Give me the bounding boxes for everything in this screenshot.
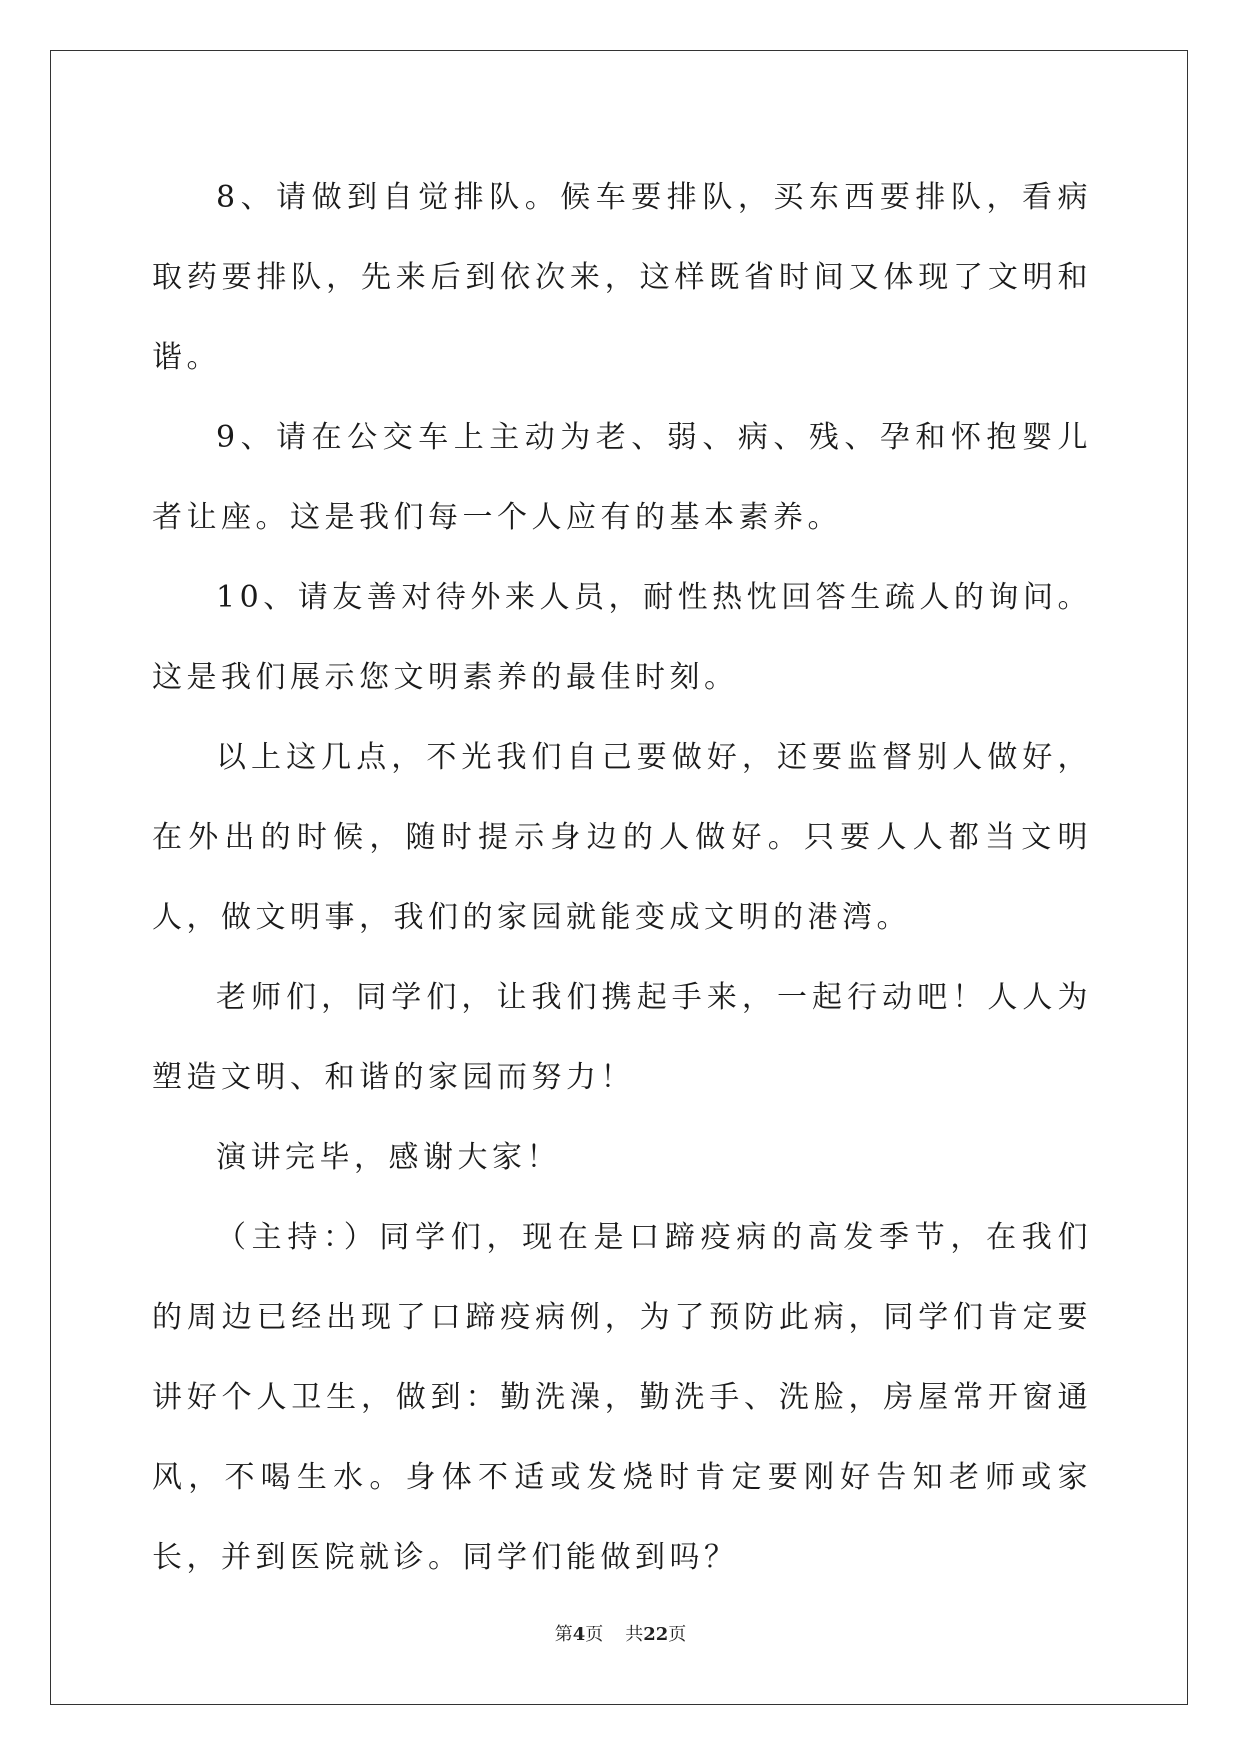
paragraph-closing: 演讲完毕，感谢大家！ bbox=[216, 1140, 561, 1175]
footer-page-suffix: 页 bbox=[585, 1624, 604, 1645]
footer-page-number: 4 bbox=[572, 1624, 586, 1645]
paragraph-summary: 以上这几点，不光我们自己要做好，还要监督别人做好，在外出的时候，随时提示身边的人做好。只要人人都当文明人，做文明事，我们的家园就能变成文明的港湾。 bbox=[152, 740, 1092, 935]
footer-total-prefix: 共 bbox=[625, 1624, 644, 1645]
paragraph-item-8: 8、请做到自觉排队。候车要排队，买东西要排队，看病取药要排队，先来后到依次来，这样既省时间又体现了文明和谐。 bbox=[152, 180, 1092, 375]
paragraph-host-remarks: （主持：）同学们，现在是口蹄疫病的高发季节，在我们的周边已经出现了口蹄疫病例，为了预防此病，同学们肯定要讲好个人卫生，做到：勤洗澡，勤洗手、洗脸，房屋常开窗通风，不喝生水。身体不适或发烧时肯定要刚好告知老师或家长，并到医院就诊。同学们能做到吗？ bbox=[152, 1220, 1092, 1575]
page-footer bbox=[0, 1620, 1241, 1646]
footer-total-suffix: 页 bbox=[668, 1624, 687, 1645]
paragraph-item-9: 9、请在公交车上主动为老、弱、病、残、孕和怀抱婴儿者让座。这是我们每一个人应有的基本素养。 bbox=[152, 420, 1092, 535]
document-body bbox=[152, 158, 1092, 1598]
paragraph-item-10: 10、请友善对待外来人员，耐性热忱回答生疏人的询问。这是我们展示您文明素养的最佳时刻。 bbox=[152, 580, 1092, 695]
footer-total-pages: 22 bbox=[643, 1624, 669, 1645]
paragraph-call-to-action: 老师们，同学们，让我们携起手来，一起行动吧！人人为塑造文明、和谐的家园而努力！ bbox=[152, 980, 1092, 1095]
footer-page-prefix: 第 bbox=[554, 1624, 573, 1645]
